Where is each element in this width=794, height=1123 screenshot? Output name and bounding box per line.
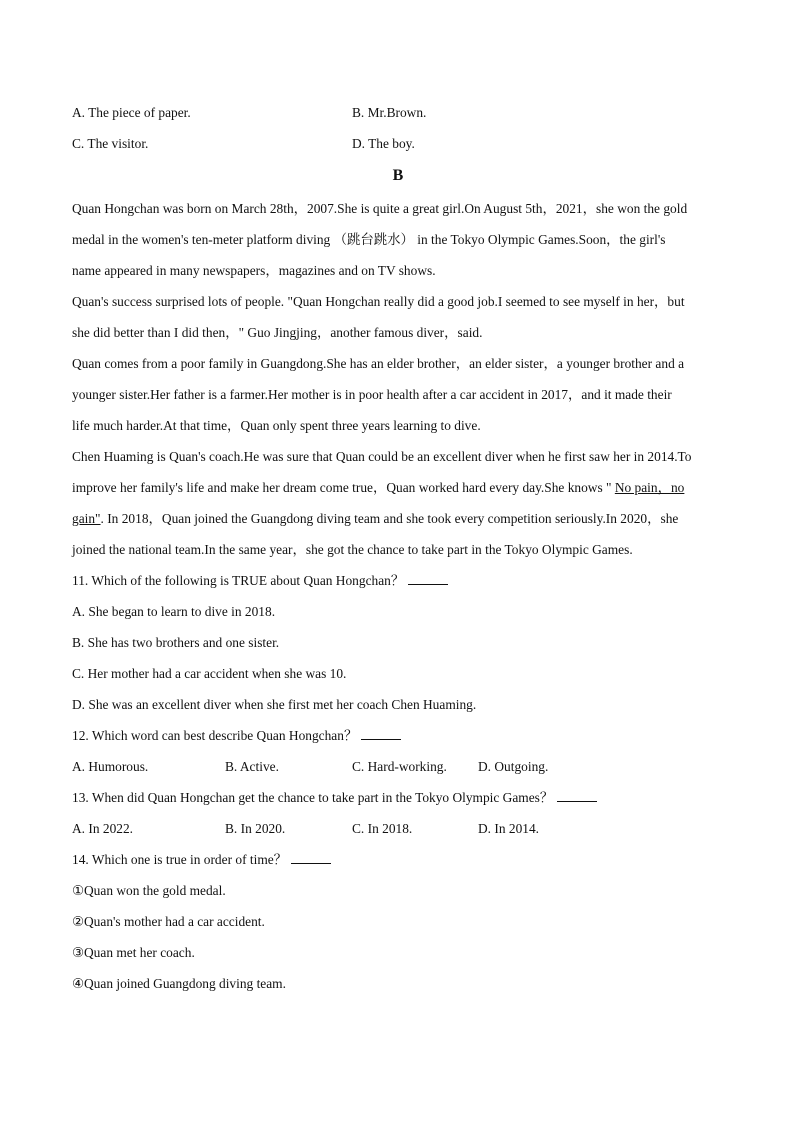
underlined-quote: gain": [72, 511, 101, 526]
option-c: C. Her mother had a car accident when she was 10.: [72, 666, 347, 681]
question-11: [72, 565, 724, 720]
question-stem-text: 12. Which word can best describe Quan Hongchan？: [72, 728, 358, 743]
question-stem: [72, 844, 724, 875]
option-b: B. She has two brothers and one sister.: [72, 635, 280, 650]
option-d: D. Outgoing.: [478, 759, 549, 774]
passage-line: Chen Huaming is Quan's coach.He was sure that Quan could be an excellent diver when he first saw her in 2014.To: [72, 449, 692, 464]
prev-option-d: D. The boy.: [352, 136, 415, 151]
prev-question-options-row-1: [72, 97, 724, 128]
prev-option-c: C. The visitor.: [72, 136, 149, 151]
top-margin: [72, 0, 724, 97]
prev-option-a: A. The piece of paper.: [72, 105, 191, 120]
option-b: B. In 2020.: [225, 821, 286, 836]
passage-line: Quan's success surprised lots of people. "Quan Hongchan really did a good job.I seemed to see myself in her，but: [72, 294, 685, 309]
passage-line: she did better than I did then，" Guo Jingjing，another famous diver，said.: [72, 325, 483, 340]
options-row: [72, 751, 724, 782]
option-c: C. Hard-working.: [352, 759, 447, 774]
prev-option-b: B. Mr.Brown.: [352, 105, 427, 120]
passage-line: joined the national team.In the same year，she got the chance to take part in the Tokyo Olympic Games.: [72, 542, 633, 557]
options-row: [72, 813, 724, 844]
document-page: [72, 0, 724, 1123]
passage-line: name appeared in many newspapers，magazines and on TV shows.: [72, 263, 436, 278]
passage-line: life much harder.At that time，Quan only spent three years learning to dive.: [72, 418, 481, 433]
question-stem-text: 11. Which of the following is TRUE about Quan Hongchan？: [72, 573, 405, 588]
passage-line: Quan Hongchan was born on March 28th，2007.She is quite a great girl.On August 5th，2021，she won the gold: [72, 201, 688, 216]
passage-line: medal in the women's ten-meter platform diving （跳台跳水） in the Tokyo Olympic Games.Soon，the girl's: [72, 232, 666, 247]
answer-blank[interactable]: [557, 789, 597, 802]
question-stem: [72, 565, 724, 596]
passage-text: . In 2018，Quan joined the Guangdong diving team and she took every competition seriously.In 2020，she: [100, 511, 679, 526]
option-a: A. She began to learn to dive in 2018.: [72, 604, 276, 619]
section-heading: B: [392, 167, 404, 184]
option-a: A. In 2022.: [72, 821, 133, 836]
answer-blank[interactable]: [291, 851, 331, 864]
option-a: A. Humorous.: [72, 759, 149, 774]
reading-passage: [72, 193, 724, 565]
option-d: D. In 2014.: [478, 821, 539, 836]
underlined-quote: No pain，no: [614, 480, 685, 495]
question-stem: [72, 782, 724, 813]
event-2: ②Quan's mother had a car accident.: [72, 914, 265, 929]
answer-blank[interactable]: [408, 572, 448, 585]
passage-text: improve her family's life and make her dream come true，Quan worked hard every day.She knows ": [72, 480, 615, 495]
option-c: C. In 2018.: [352, 821, 413, 836]
option-b: B. Active.: [225, 759, 279, 774]
event-4: ④Quan joined Guangdong diving team.: [72, 976, 286, 991]
option-d: D. She was an excellent diver when she first met her coach Chen Huaming.: [72, 697, 477, 712]
passage-line: [72, 503, 724, 534]
question-stem: [72, 720, 724, 751]
event-3: ③Quan met her coach.: [72, 945, 195, 960]
passage-line: [72, 472, 724, 503]
question-stem-text: 13. When did Quan Hongchan get the chance to take part in the Tokyo Olympic Games？: [72, 790, 554, 805]
passage-line: younger sister.Her father is a farmer.Her mother is in poor health after a car accident in 2017，and it made their: [72, 387, 672, 402]
question-13: [72, 782, 724, 844]
question-14: [72, 844, 724, 999]
question-stem-text: 14. Which one is true in order of time？: [72, 852, 288, 867]
passage-line: Quan comes from a poor family in Guangdong.She has an elder brother，an elder sister，a younger brother and a: [72, 356, 685, 371]
question-12: [72, 720, 724, 782]
event-1: ①Quan won the gold medal.: [72, 883, 226, 898]
prev-question-options-row-2: [72, 128, 724, 159]
answer-blank[interactable]: [361, 727, 401, 740]
